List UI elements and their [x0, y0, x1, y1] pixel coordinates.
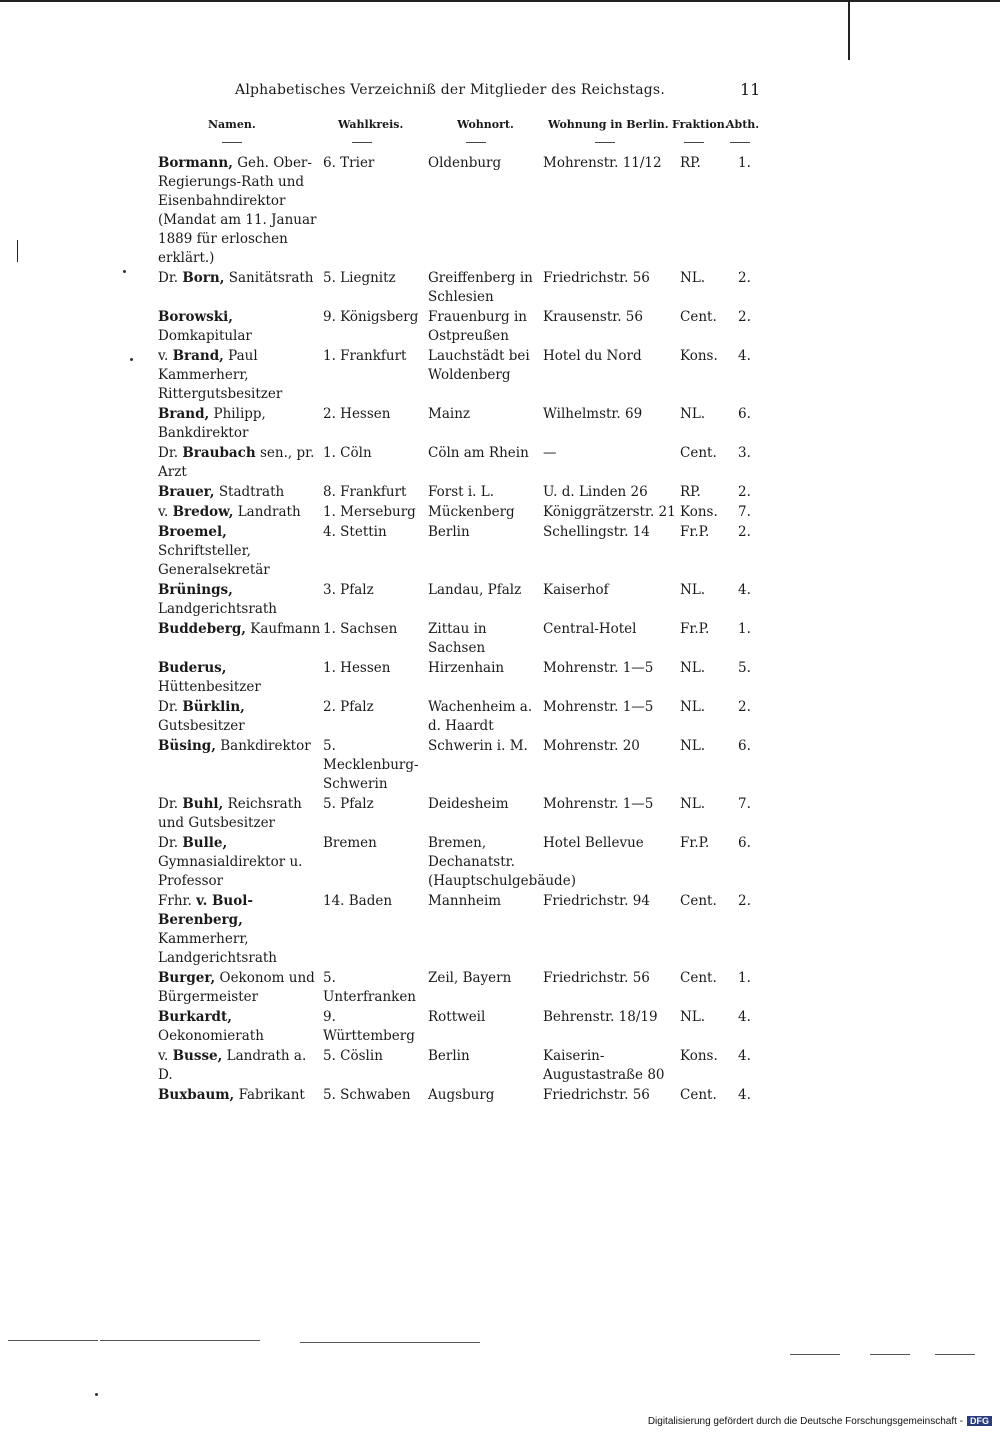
- cell-abth: 6.: [738, 406, 751, 422]
- surname: Braubach: [182, 445, 256, 461]
- table-row: [158, 483, 758, 502]
- name-prefix: v.: [158, 348, 169, 364]
- cell-fraktion: RP.: [680, 155, 701, 171]
- surname: Brünings,: [158, 582, 233, 598]
- cell-fraktion: Cent.: [680, 309, 717, 325]
- cell-wohnort: Zeil, Bayern: [428, 970, 512, 986]
- cell-abth: 5.: [738, 660, 751, 676]
- cell-fraktion: Cent.: [680, 445, 717, 461]
- name-prefix: Frhr.: [158, 893, 192, 909]
- surname: Buxbaum,: [158, 1087, 235, 1103]
- table-row: [158, 1047, 758, 1085]
- cell-fraktion: Kons.: [680, 504, 718, 520]
- scan-dash: [935, 1354, 975, 1355]
- surname: Brand,: [172, 348, 224, 364]
- cell-abth: 1.: [738, 970, 751, 986]
- table-row: [158, 698, 758, 736]
- scan-dash: [790, 1354, 840, 1355]
- table-row: [158, 620, 758, 658]
- cell-abth: 7.: [738, 504, 751, 520]
- member-name: [158, 1047, 323, 1085]
- cell-wahlkreis: 6. Trier: [323, 155, 375, 171]
- table-row: [158, 308, 758, 346]
- cell-fraktion: Fr.P.: [680, 835, 710, 851]
- scan-speck: [123, 270, 126, 273]
- surname: Büsing,: [158, 738, 216, 754]
- cell-wahlkreis: 1. Sachsen: [323, 621, 398, 637]
- colhead-abth: Abth.: [726, 118, 760, 131]
- cell-wahlkreis: 14. Baden: [323, 893, 393, 909]
- colhead-wahlkreis: Wahlkreis.: [338, 118, 404, 131]
- cell-wohnort: Oldenburg: [428, 155, 502, 171]
- table-row: [158, 834, 758, 891]
- name-description: Stadtrath: [218, 484, 285, 500]
- table-row: [158, 795, 758, 833]
- surname: Buddeberg,: [158, 621, 246, 637]
- table-row: [158, 269, 758, 307]
- cell-fraktion: NL.: [680, 582, 706, 598]
- cell-wohnung: Mohrenstr. 1—5: [543, 699, 654, 715]
- cell-wohnung: Kaiserhof: [543, 582, 609, 598]
- member-name: [158, 444, 323, 482]
- cell-abth: 1.: [738, 621, 751, 637]
- name-description: sen., pr. Arzt: [158, 445, 315, 480]
- name-description: Fabrikant: [238, 1087, 305, 1103]
- surname: Broemel,: [158, 524, 227, 540]
- cell-wohnort: Rottweil: [428, 1009, 486, 1025]
- cell-wohnort: Hirzenhain: [428, 660, 505, 676]
- cell-wohnort: Forst i. L.: [428, 484, 495, 500]
- cell-wahlkreis: 4. Stettin: [323, 524, 387, 540]
- member-name: [158, 834, 323, 891]
- cell-fraktion: NL.: [680, 699, 706, 715]
- table-row: [158, 1086, 758, 1105]
- cell-wohnort: Lauchstädt bei Woldenberg: [428, 348, 530, 383]
- name-description: Oekonomierath: [158, 1028, 264, 1044]
- colhead-rule: [222, 142, 242, 143]
- name-description: Sanitätsrath: [228, 270, 314, 286]
- member-name: [158, 308, 323, 346]
- cell-wohnort: Landau, Pfalz: [428, 582, 522, 598]
- cell-abth: 4.: [738, 348, 751, 364]
- cell-abth: 2.: [738, 699, 751, 715]
- cell-wohnort: Frauenburg in Ostpreußen: [428, 309, 527, 344]
- name-prefix: Dr.: [158, 445, 179, 461]
- cell-wohnort: Cöln am Rhein: [428, 445, 529, 461]
- cell-wohnung: Königgrätzerstr. 21: [543, 504, 676, 520]
- surname: Buhl,: [182, 796, 224, 812]
- surname: Bredow,: [172, 504, 234, 520]
- scan-dash: [100, 1340, 260, 1341]
- colhead-rule: [466, 142, 486, 143]
- colhead-namen: Namen.: [208, 118, 256, 131]
- page-header: Alphabetisches Verzeichniß der Mitglieder des Reichstags.: [235, 82, 665, 98]
- member-name: [158, 620, 323, 639]
- name-description: Reichsrath und Gutsbesitzer: [158, 796, 302, 831]
- cell-wohnort: Bremen, Dechanatstr. (Hauptschulgebäude): [428, 835, 576, 889]
- cell-wohnort: Augsburg: [428, 1087, 495, 1103]
- name-description: Landgerichtsrath: [158, 601, 277, 617]
- name-description: Bankdirektor: [220, 738, 311, 754]
- cell-wahlkreis: 5. Pfalz: [323, 796, 374, 812]
- cell-abth: 3.: [738, 445, 751, 461]
- name-prefix: Dr.: [158, 699, 179, 715]
- table-row: [158, 1008, 758, 1046]
- scan-dash: [300, 1342, 480, 1343]
- cell-abth: 4.: [738, 1048, 751, 1064]
- cell-wohnung: Mohrenstr. 1—5: [543, 660, 654, 676]
- scan-speck: [95, 1393, 98, 1396]
- digitization-credit: [648, 1416, 992, 1427]
- cell-wahlkreis: Bremen: [323, 835, 377, 851]
- name-description: Schriftsteller, Generalsekretär: [158, 543, 270, 578]
- cell-wohnung: Krausenstr. 56: [543, 309, 643, 325]
- surname: Bormann,: [158, 155, 233, 171]
- name-description: Philipp, Bankdirektor: [158, 406, 266, 441]
- cell-fraktion: Fr.P.: [680, 524, 710, 540]
- cell-wohnung: Schellingstr. 14: [543, 524, 650, 540]
- digitization-credit-text: Digitalisierung gefördert durch die Deutsche Forschungsgemeinschaft -: [647, 1416, 963, 1427]
- surname: Brand,: [158, 406, 210, 422]
- table-row: [158, 154, 758, 268]
- cell-abth: 2.: [738, 524, 751, 540]
- cell-fraktion: Cent.: [680, 1087, 717, 1103]
- cell-wohnort: Berlin: [428, 1048, 470, 1064]
- cell-wahlkreis: 1. Merseburg: [323, 504, 416, 520]
- name-description: Landrath a. D.: [158, 1048, 307, 1083]
- cell-fraktion: NL.: [680, 660, 706, 676]
- cell-wahlkreis: 8. Frankfurt: [323, 484, 407, 500]
- name-description: Gymnasialdirektor u. Professor: [158, 854, 303, 889]
- cell-wohnort: Mainz: [428, 406, 470, 422]
- name-description: Kammerherr, Landgerichtsrath: [158, 931, 277, 966]
- cell-wohnung: Wilhelmstr. 69: [543, 406, 643, 422]
- table-row: [158, 892, 758, 968]
- cell-wohnung: Mohrenstr. 11/12: [543, 155, 662, 171]
- surname: Burger,: [158, 970, 216, 986]
- member-name: [158, 698, 323, 736]
- cell-abth: 4.: [738, 582, 751, 598]
- cell-wahlkreis: 5. Cöslin: [323, 1048, 383, 1064]
- name-description: Paul Kammerherr, Rittergutsbesitzer: [158, 348, 283, 402]
- surname: Borowski,: [158, 309, 233, 325]
- cell-fraktion: Fr.P.: [680, 621, 710, 637]
- member-name: [158, 523, 323, 580]
- cell-wohnung: Mohrenstr. 1—5: [543, 796, 654, 812]
- surname: Born,: [182, 270, 225, 286]
- cell-wohnung: U. d. Linden 26: [543, 484, 648, 500]
- name-description: Kaufmann: [250, 621, 321, 637]
- member-name: [158, 405, 323, 443]
- name-description: Domkapitular: [158, 328, 252, 344]
- cell-fraktion: Kons.: [680, 348, 718, 364]
- cell-wohnort: Schwerin i. M.: [428, 738, 528, 754]
- table-row: [158, 659, 758, 697]
- name-prefix: Dr.: [158, 835, 179, 851]
- member-table: [158, 154, 758, 1106]
- scan-dash: [870, 1354, 910, 1355]
- cell-wahlkreis: 5. Schwaben: [323, 1087, 411, 1103]
- dfg-logo: DFG: [967, 1416, 992, 1426]
- member-name: [158, 737, 323, 756]
- scan-speck: [130, 358, 133, 361]
- surname: Bürklin,: [182, 699, 245, 715]
- cell-wahlkreis: 3. Pfalz: [323, 582, 374, 598]
- cell-wohnort: Greiffenberg in Schlesien: [428, 270, 533, 305]
- cell-fraktion: Cent.: [680, 970, 717, 986]
- table-row: [158, 444, 758, 482]
- colhead-fraktion: Fraktion.: [672, 118, 729, 131]
- table-row: [158, 737, 758, 794]
- cell-wohnung: Friedrichstr. 56: [543, 1087, 650, 1103]
- cell-wahlkreis: 9. Königsberg: [323, 309, 419, 325]
- name-prefix: Dr.: [158, 796, 179, 812]
- member-name: [158, 581, 323, 619]
- cell-abth: 2.: [738, 270, 751, 286]
- member-name: [158, 154, 323, 268]
- cell-fraktion: NL.: [680, 1009, 706, 1025]
- colhead-rule: [352, 142, 372, 143]
- member-name: [158, 659, 323, 697]
- cell-wohnung: Behrenstr. 18/19: [543, 1009, 658, 1025]
- colhead-wohnung: Wohnung in Berlin.: [548, 118, 669, 131]
- cell-wohnung: —: [543, 445, 557, 461]
- page-number: 11: [740, 80, 761, 99]
- name-description: Oekonom und Bürgermeister: [158, 970, 315, 1005]
- surname: Brauer,: [158, 484, 215, 500]
- name-description: Landrath: [237, 504, 301, 520]
- colhead-rule: [684, 142, 704, 143]
- cell-fraktion: RP.: [680, 484, 701, 500]
- cell-wahlkreis: 1. Cöln: [323, 445, 372, 461]
- scan-right-edge: [848, 0, 850, 60]
- surname: v. Buol-Berenberg,: [158, 893, 253, 928]
- cell-abth: 7.: [738, 796, 751, 812]
- cell-wahlkreis: 9. Württemberg: [323, 1009, 415, 1044]
- surname: Buderus,: [158, 660, 227, 676]
- cell-wohnung: Hotel du Nord: [543, 348, 642, 364]
- scan-dash: [8, 1340, 98, 1341]
- cell-wohnort: Deidesheim: [428, 796, 509, 812]
- cell-fraktion: NL.: [680, 406, 706, 422]
- cell-fraktion: Cent.: [680, 893, 717, 909]
- name-description: Hüttenbesitzer: [158, 679, 261, 695]
- cell-wohnort: Wachenheim a. d. Haardt: [428, 699, 533, 734]
- cell-abth: 2.: [738, 893, 751, 909]
- cell-wahlkreis: 5. Mecklenburg-Schwerin: [323, 738, 419, 792]
- cell-abth: 4.: [738, 1087, 751, 1103]
- member-name: [158, 892, 323, 968]
- surname: Busse,: [172, 1048, 223, 1064]
- table-row: [158, 523, 758, 580]
- table-row: [158, 969, 758, 1007]
- cell-wahlkreis: 2. Hessen: [323, 406, 391, 422]
- name-prefix: v.: [158, 504, 169, 520]
- colhead-rule: [595, 142, 615, 143]
- cell-wohnung: Hotel Bellevue: [543, 835, 644, 851]
- cell-wohnung: Friedrichstr. 56: [543, 270, 650, 286]
- cell-wahlkreis: 5. Liegnitz: [323, 270, 396, 286]
- name-description: Gutsbesitzer: [158, 718, 245, 734]
- scan-left-mark: [17, 240, 18, 262]
- cell-fraktion: NL.: [680, 270, 706, 286]
- cell-wohnort: Mückenberg: [428, 504, 515, 520]
- cell-wohnung: Friedrichstr. 94: [543, 893, 650, 909]
- cell-wohnung: Mohrenstr. 20: [543, 738, 640, 754]
- surname: Burkardt,: [158, 1009, 232, 1025]
- cell-wohnort: Zittau in Sachsen: [428, 621, 487, 656]
- colhead-rule: [730, 142, 750, 143]
- member-name: [158, 269, 323, 288]
- cell-fraktion: Kons.: [680, 1048, 718, 1064]
- cell-wahlkreis: 5. Unterfranken: [323, 970, 416, 1005]
- table-row: [158, 405, 758, 443]
- surname: Bulle,: [182, 835, 228, 851]
- name-prefix: v.: [158, 1048, 169, 1064]
- member-name: [158, 347, 323, 404]
- cell-abth: 2.: [738, 309, 751, 325]
- member-name: [158, 1086, 323, 1105]
- cell-abth: 4.: [738, 1009, 751, 1025]
- cell-wahlkreis: 2. Pfalz: [323, 699, 374, 715]
- member-name: [158, 795, 323, 833]
- table-row: [158, 581, 758, 619]
- cell-abth: 1.: [738, 155, 751, 171]
- cell-fraktion: NL.: [680, 796, 706, 812]
- colhead-wohnort: Wohnort.: [457, 118, 514, 131]
- cell-fraktion: NL.: [680, 738, 706, 754]
- table-row: [158, 347, 758, 404]
- cell-abth: 6.: [738, 738, 751, 754]
- member-name: [158, 503, 323, 522]
- cell-wohnung: Friedrichstr. 56: [543, 970, 650, 986]
- member-name: [158, 483, 323, 502]
- cell-abth: 6.: [738, 835, 751, 851]
- cell-wohnung: Central-Hotel: [543, 621, 637, 637]
- cell-wohnung: Kaiserin-Augustastraße 80: [543, 1048, 665, 1083]
- cell-abth: 2.: [738, 484, 751, 500]
- cell-wahlkreis: 1. Frankfurt: [323, 348, 407, 364]
- name-prefix: Dr.: [158, 270, 179, 286]
- scan-top-rule: [0, 0, 1000, 2]
- table-row: [158, 503, 758, 522]
- name-description: Geh. Ober-Regierungs-Rath und Eisenbahndirektor (Mandat am 11. Januar 1889 für erloschen erklärt.): [158, 155, 317, 266]
- cell-wahlkreis: 1. Hessen: [323, 660, 391, 676]
- member-name: [158, 1008, 323, 1046]
- cell-wohnort: Mannheim: [428, 893, 502, 909]
- member-name: [158, 969, 323, 1007]
- cell-wohnort: Berlin: [428, 524, 470, 540]
